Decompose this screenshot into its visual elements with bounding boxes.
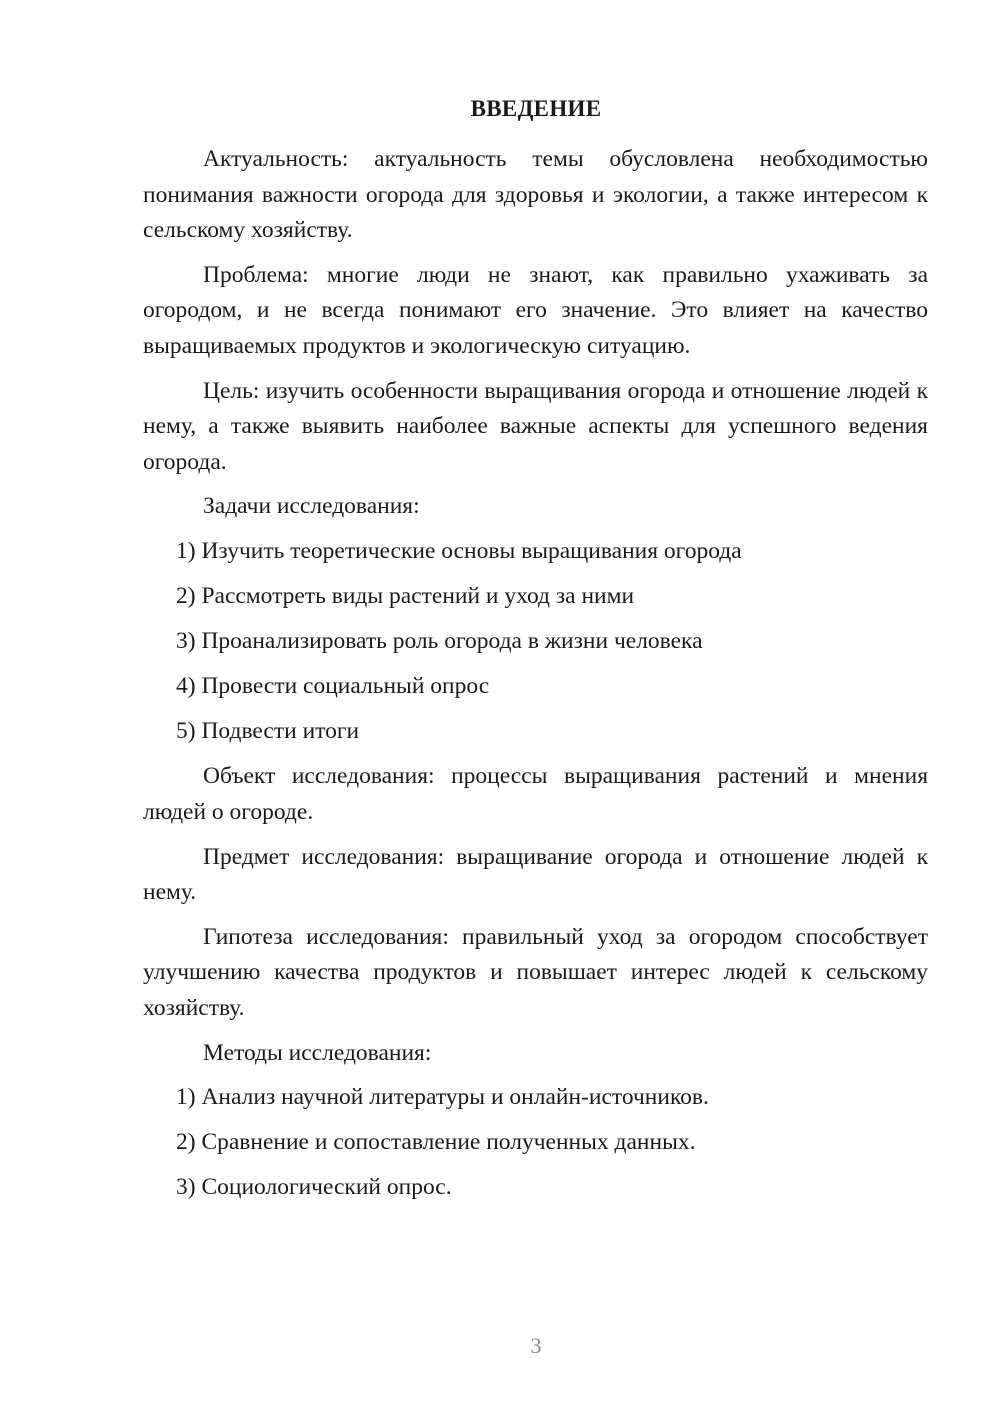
paragraph-hypothesis: Гипотеза исследования: правильный уход за огородом способствует улучшению качества продуктов и повышает интерес людей к сельскому хозяйству. — [143, 923, 928, 1021]
list-item: 5) Подвести итоги — [176, 718, 360, 745]
page-title: ВВЕДЕНИЕ — [470, 96, 602, 121]
page-number: 3 — [530, 1333, 542, 1358]
methods-heading: Методы исследования: — [203, 1039, 432, 1066]
paragraph-goal: Цель: изучить особенности выращивания огорода и отношение людей к нему, а также выявить наиболее важные аспекты для успешного ведения огорода. — [143, 377, 928, 475]
tasks-list — [143, 534, 928, 750]
list-item: 1) Анализ научной литературы и онлайн-источников. — [176, 1084, 709, 1111]
methods-list — [143, 1080, 928, 1206]
paragraph-subject: Предмет исследования: выращивание огорода и отношение людей к нему. — [143, 843, 928, 906]
list-item: 1) Изучить теоретические основы выращивания огорода — [176, 537, 742, 564]
list-item: 2) Рассмотреть виды растений и уход за ними — [176, 583, 635, 610]
paragraph-relevance: Актуальность: актуальность темы обусловлена необходимостью понимания важности огорода для здоровья и экологии, а также интересом к сельскому хозяйству. — [143, 146, 928, 244]
page-body — [143, 142, 928, 1215]
tasks-heading: Задачи исследования: — [203, 493, 420, 520]
list-item: 3) Проанализировать роль огорода в жизни человека — [176, 628, 703, 655]
list-item: 2) Сравнение и сопоставление полученных данных. — [176, 1129, 696, 1156]
paragraph-problem: Проблема: многие люди не знают, как правильно ухаживать за огородом, и не всегда понимают его значение. Это влияет на качество выращиваемых продуктов и экологическую ситуацию. — [143, 261, 928, 359]
list-item: 3) Социологический опрос. — [176, 1174, 452, 1201]
list-item: 4) Провести социальный опрос — [176, 673, 490, 700]
paragraph-object: Объект исследования: процессы выращивания растений и мнения людей о огороде. — [143, 763, 928, 825]
